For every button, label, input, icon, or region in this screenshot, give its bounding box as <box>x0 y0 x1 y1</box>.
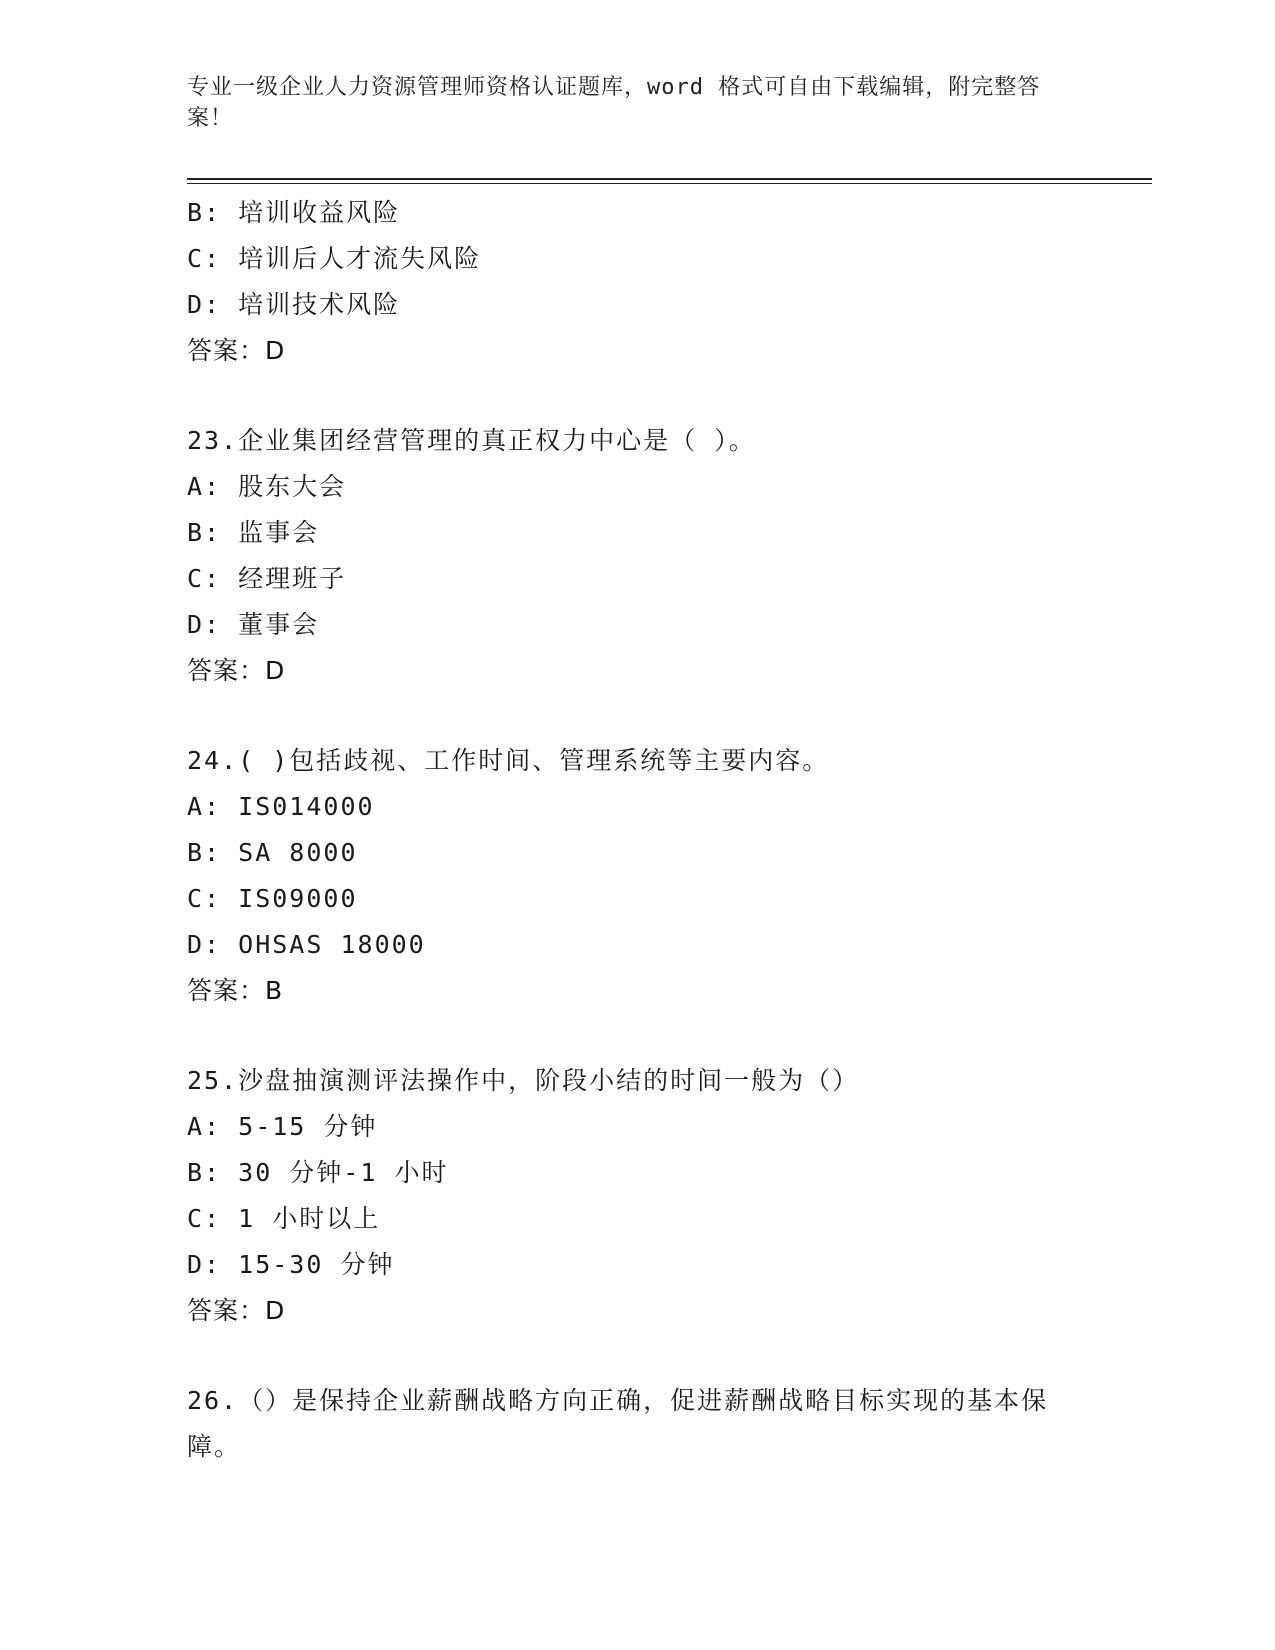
question-stem: 25.沙盘抽演测评法操作中，阶段小结的时间一般为（） <box>187 1066 860 1095</box>
option-a: A: IS014000 <box>187 792 375 821</box>
question-block-24 <box>187 738 1087 1014</box>
option-a: A: 股东大会 <box>187 472 347 501</box>
option-c: C: 培训后人才流失风险 <box>187 244 482 273</box>
header-rule-thin <box>187 183 1152 184</box>
option-b: B: 培训收益风险 <box>187 198 401 227</box>
option-b: B: 监事会 <box>187 518 320 547</box>
option-d: D: OHSAS 18000 <box>187 930 426 959</box>
question-stem: 26.（）是保持企业薪酬战略方向正确，促进薪酬战略目标实现的基本保障。 <box>187 1386 1049 1461</box>
option-c: C: IS09000 <box>187 884 358 913</box>
question-block-prev <box>187 190 1087 374</box>
answer-line: 答案：D <box>187 656 286 685</box>
question-block-23 <box>187 418 1087 694</box>
option-c: C: 1 小时以上 <box>187 1204 381 1233</box>
document-body <box>187 190 1087 1470</box>
option-d: D: 董事会 <box>187 610 320 639</box>
page-header: 专业一级企业人力资源管理师资格认证题库，word 格式可自由下载编辑，附完整答案！ <box>187 75 1041 131</box>
answer-line: 答案：D <box>187 336 286 365</box>
option-c: C: 经理班子 <box>187 564 347 593</box>
option-a: A: 5-15 分钟 <box>187 1112 378 1141</box>
option-b: B: SA 8000 <box>187 838 358 867</box>
answer-line: 答案：D <box>187 1296 286 1325</box>
question-stem: 24.( )包括歧视、工作时间、管理系统等主要内容。 <box>187 746 830 775</box>
option-d: D: 15-30 分钟 <box>187 1250 395 1279</box>
option-b: B: 30 分钟-1 小时 <box>187 1158 449 1187</box>
question-block-25 <box>187 1058 1087 1334</box>
option-d: D: 培训技术风险 <box>187 290 401 319</box>
question-block-26 <box>187 1378 1087 1470</box>
answer-line: 答案：B <box>187 976 284 1005</box>
question-stem: 23.企业集团经营管理的真正权力中心是（ ）。 <box>187 426 756 455</box>
header-rule-thick <box>187 178 1152 180</box>
